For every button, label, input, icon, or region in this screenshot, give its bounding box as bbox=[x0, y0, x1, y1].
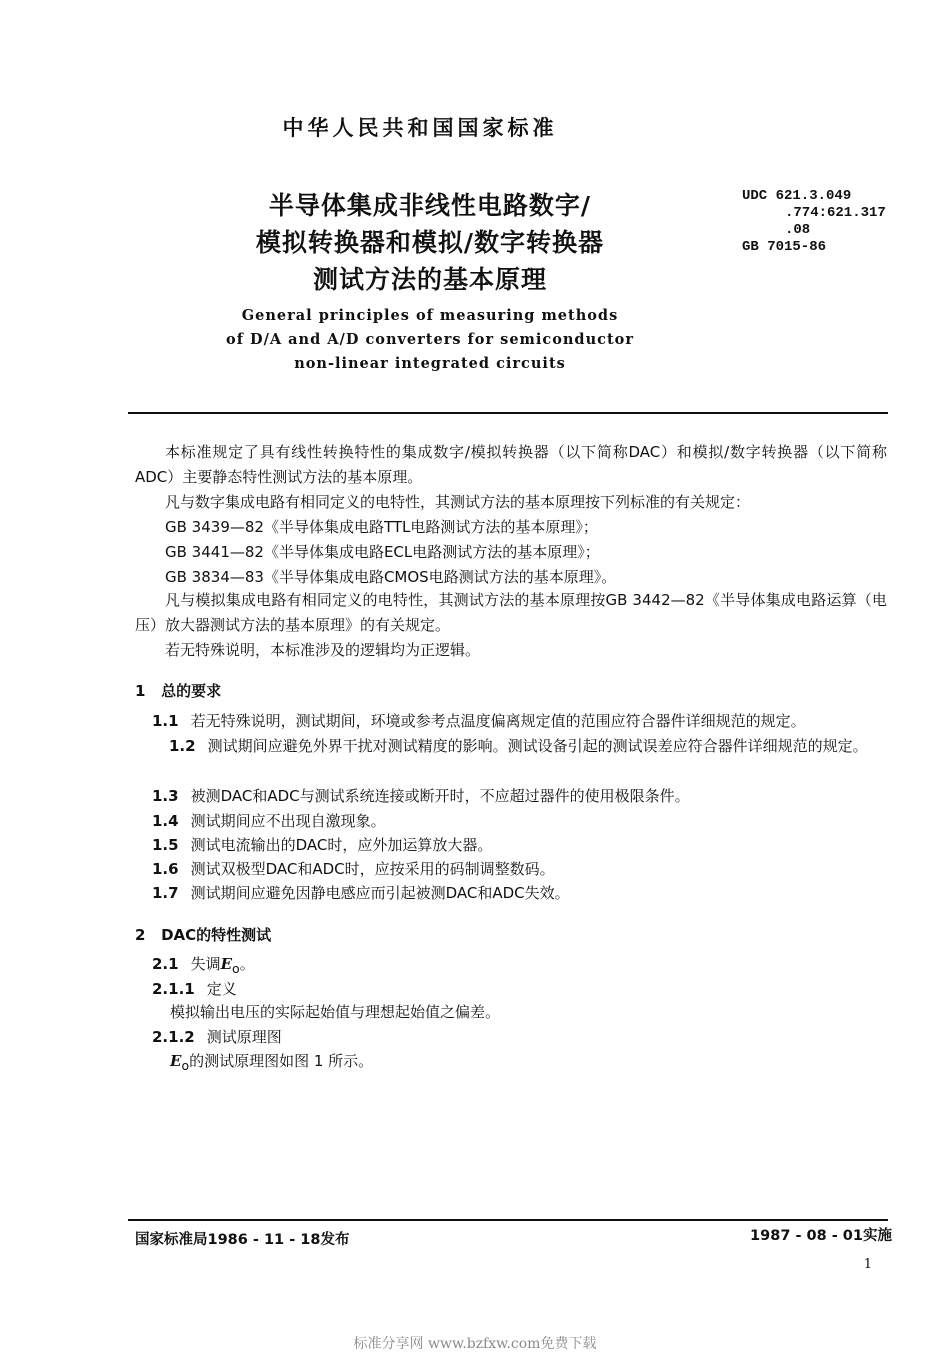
offset-symbol: E bbox=[220, 955, 233, 973]
clause-1-1 bbox=[152, 709, 888, 734]
section-2-title: DAC的特性测试 bbox=[161, 926, 272, 944]
intro-paragraph-1: 本标准规定了具有线性转换特性的集成数字/模拟转换器（以下简称DAC）和模拟/数字转换器（以下简称ADC）主要静态特性测试方法的基本原理。 bbox=[135, 443, 887, 486]
title-en-line-3: non-linear integrated circuits bbox=[294, 355, 566, 372]
clause-number: 1.7 bbox=[152, 884, 179, 902]
intro-paragraph-4: 若无特殊说明，本标准涉及的逻辑均为正逻辑。 bbox=[165, 641, 481, 659]
section-1-number: 1 bbox=[135, 682, 146, 700]
clause-number: 1.3 bbox=[152, 787, 179, 805]
title-cn-line-1: 半导体集成非线性电路数字/ bbox=[268, 191, 592, 220]
clause-text: 若无特殊说明，测试期间，环境或参考点温度偏离规定值的范围应符合器件详细规范的规定。 bbox=[190, 712, 806, 730]
clause-title: 定义 bbox=[206, 980, 237, 998]
section-1-heading bbox=[135, 680, 221, 701]
clause-1-6 bbox=[152, 857, 888, 882]
clause-1-7 bbox=[152, 881, 888, 906]
clause-2-1-1 bbox=[152, 977, 888, 1002]
intro-paragraph-3: 凡与模拟集成电路有相同定义的电特性，其测试方法的基本原理按GB 3442—82《半导体集成电路运算（电压）放大器测试方法的基本原理》的有关规定。 bbox=[135, 591, 887, 634]
reference-2: GB 3441—82《半导体集成电路ECL电路测试方法的基本原理》； bbox=[165, 543, 600, 561]
title-cn-line-3: 测试方法的基本原理 bbox=[312, 265, 547, 294]
clause-number: 1.2 bbox=[169, 737, 196, 755]
offset-symbol: E bbox=[170, 1052, 182, 1070]
clause-number: 1.1 bbox=[152, 712, 179, 730]
clause-text: 被测DAC和ADC与测试系统连接或断开时，不应超过器件的使用极限条件。 bbox=[190, 787, 690, 805]
intro-paragraph-2: 凡与数字集成电路有相同定义的电特性，其测试方法的基本原理按下列标准的有关规定： bbox=[165, 493, 751, 511]
clause-title: 测试原理图 bbox=[206, 1028, 282, 1046]
page-number: 1 bbox=[863, 1257, 872, 1272]
udc-code-cont: .774:621.317 bbox=[785, 205, 886, 221]
offset-subscript: o bbox=[181, 1058, 190, 1073]
clause-1-4 bbox=[152, 809, 888, 834]
figure-reference-text: $E_o$的测试原理图如图 1 所示。 bbox=[170, 1052, 374, 1073]
clause-number: 1.5 bbox=[152, 836, 179, 854]
clause-number: 2.1.1 bbox=[152, 980, 195, 998]
definition-text: 模拟输出电压的实际起始值与理想起始值之偏差。 bbox=[170, 1003, 501, 1021]
clause-2-1-2 bbox=[152, 1025, 888, 1050]
issue-date: 国家标准局1986 - 11 - 18发布 bbox=[135, 1232, 350, 1248]
clause-number: 1.4 bbox=[152, 812, 179, 830]
clause-text: 测试双极型DAC和ADC时，应按采用的码制调整数码。 bbox=[190, 860, 555, 878]
clause-number: 2.1.2 bbox=[152, 1028, 195, 1046]
standard-header: 中华人民共和国国家标准 bbox=[282, 116, 558, 140]
clause-text: 测试电流输出的DAC时，应外加运算放大器。 bbox=[190, 836, 493, 854]
clause-1-3 bbox=[152, 784, 888, 809]
clause-title: 失调 bbox=[190, 955, 221, 973]
reference-3: GB 3834—83《半导体集成电路CMOS电路测试方法的基本原理》。 bbox=[165, 568, 617, 586]
clause-1-5 bbox=[152, 833, 888, 858]
footer-rule bbox=[128, 1219, 888, 1221]
clause-text: 测试期间应避免外界干扰对测试精度的影响。测试设备引起的测试误差应符合器件详细规范的规定。 bbox=[207, 737, 868, 755]
watermark-text: 标准分享网 www.bzfxw.com免费下载 bbox=[353, 1336, 597, 1352]
udc-code-tail: .08 bbox=[785, 222, 811, 238]
reference-1: GB 3439—82《半导体集成电路TTL电路测试方法的基本原理》； bbox=[165, 518, 598, 536]
title-en-line-2: of D/A and A/D converters for semiconductor bbox=[226, 331, 634, 348]
offset-subscript: o bbox=[232, 961, 240, 976]
gb-number: GB 7015-86 bbox=[742, 239, 827, 255]
udc-code: UDC 621.3.049 bbox=[742, 188, 852, 204]
clause-1-2 bbox=[135, 734, 887, 759]
section-1-title: 总的要求 bbox=[161, 682, 222, 700]
clause-text: 测试期间应避免因静电感应而引起被测DAC和ADC失效。 bbox=[190, 884, 570, 902]
title-en-line-1: General principles of measuring methods bbox=[241, 307, 619, 324]
section-2-heading bbox=[135, 924, 271, 945]
clause-number: 1.6 bbox=[152, 860, 179, 878]
title-cn-line-2: 模拟转换器和模拟/数字转换器 bbox=[255, 228, 605, 257]
clause-2-1: 2.1 失调$E_o$。 bbox=[152, 952, 888, 981]
section-2-number: 2 bbox=[135, 926, 146, 944]
effective-date: 1987 - 08 - 01实施 bbox=[750, 1228, 892, 1244]
clause-text: 测试期间应不出现自激现象。 bbox=[190, 812, 386, 830]
header-rule bbox=[128, 412, 888, 414]
clause-number: 2.1 bbox=[152, 955, 179, 973]
